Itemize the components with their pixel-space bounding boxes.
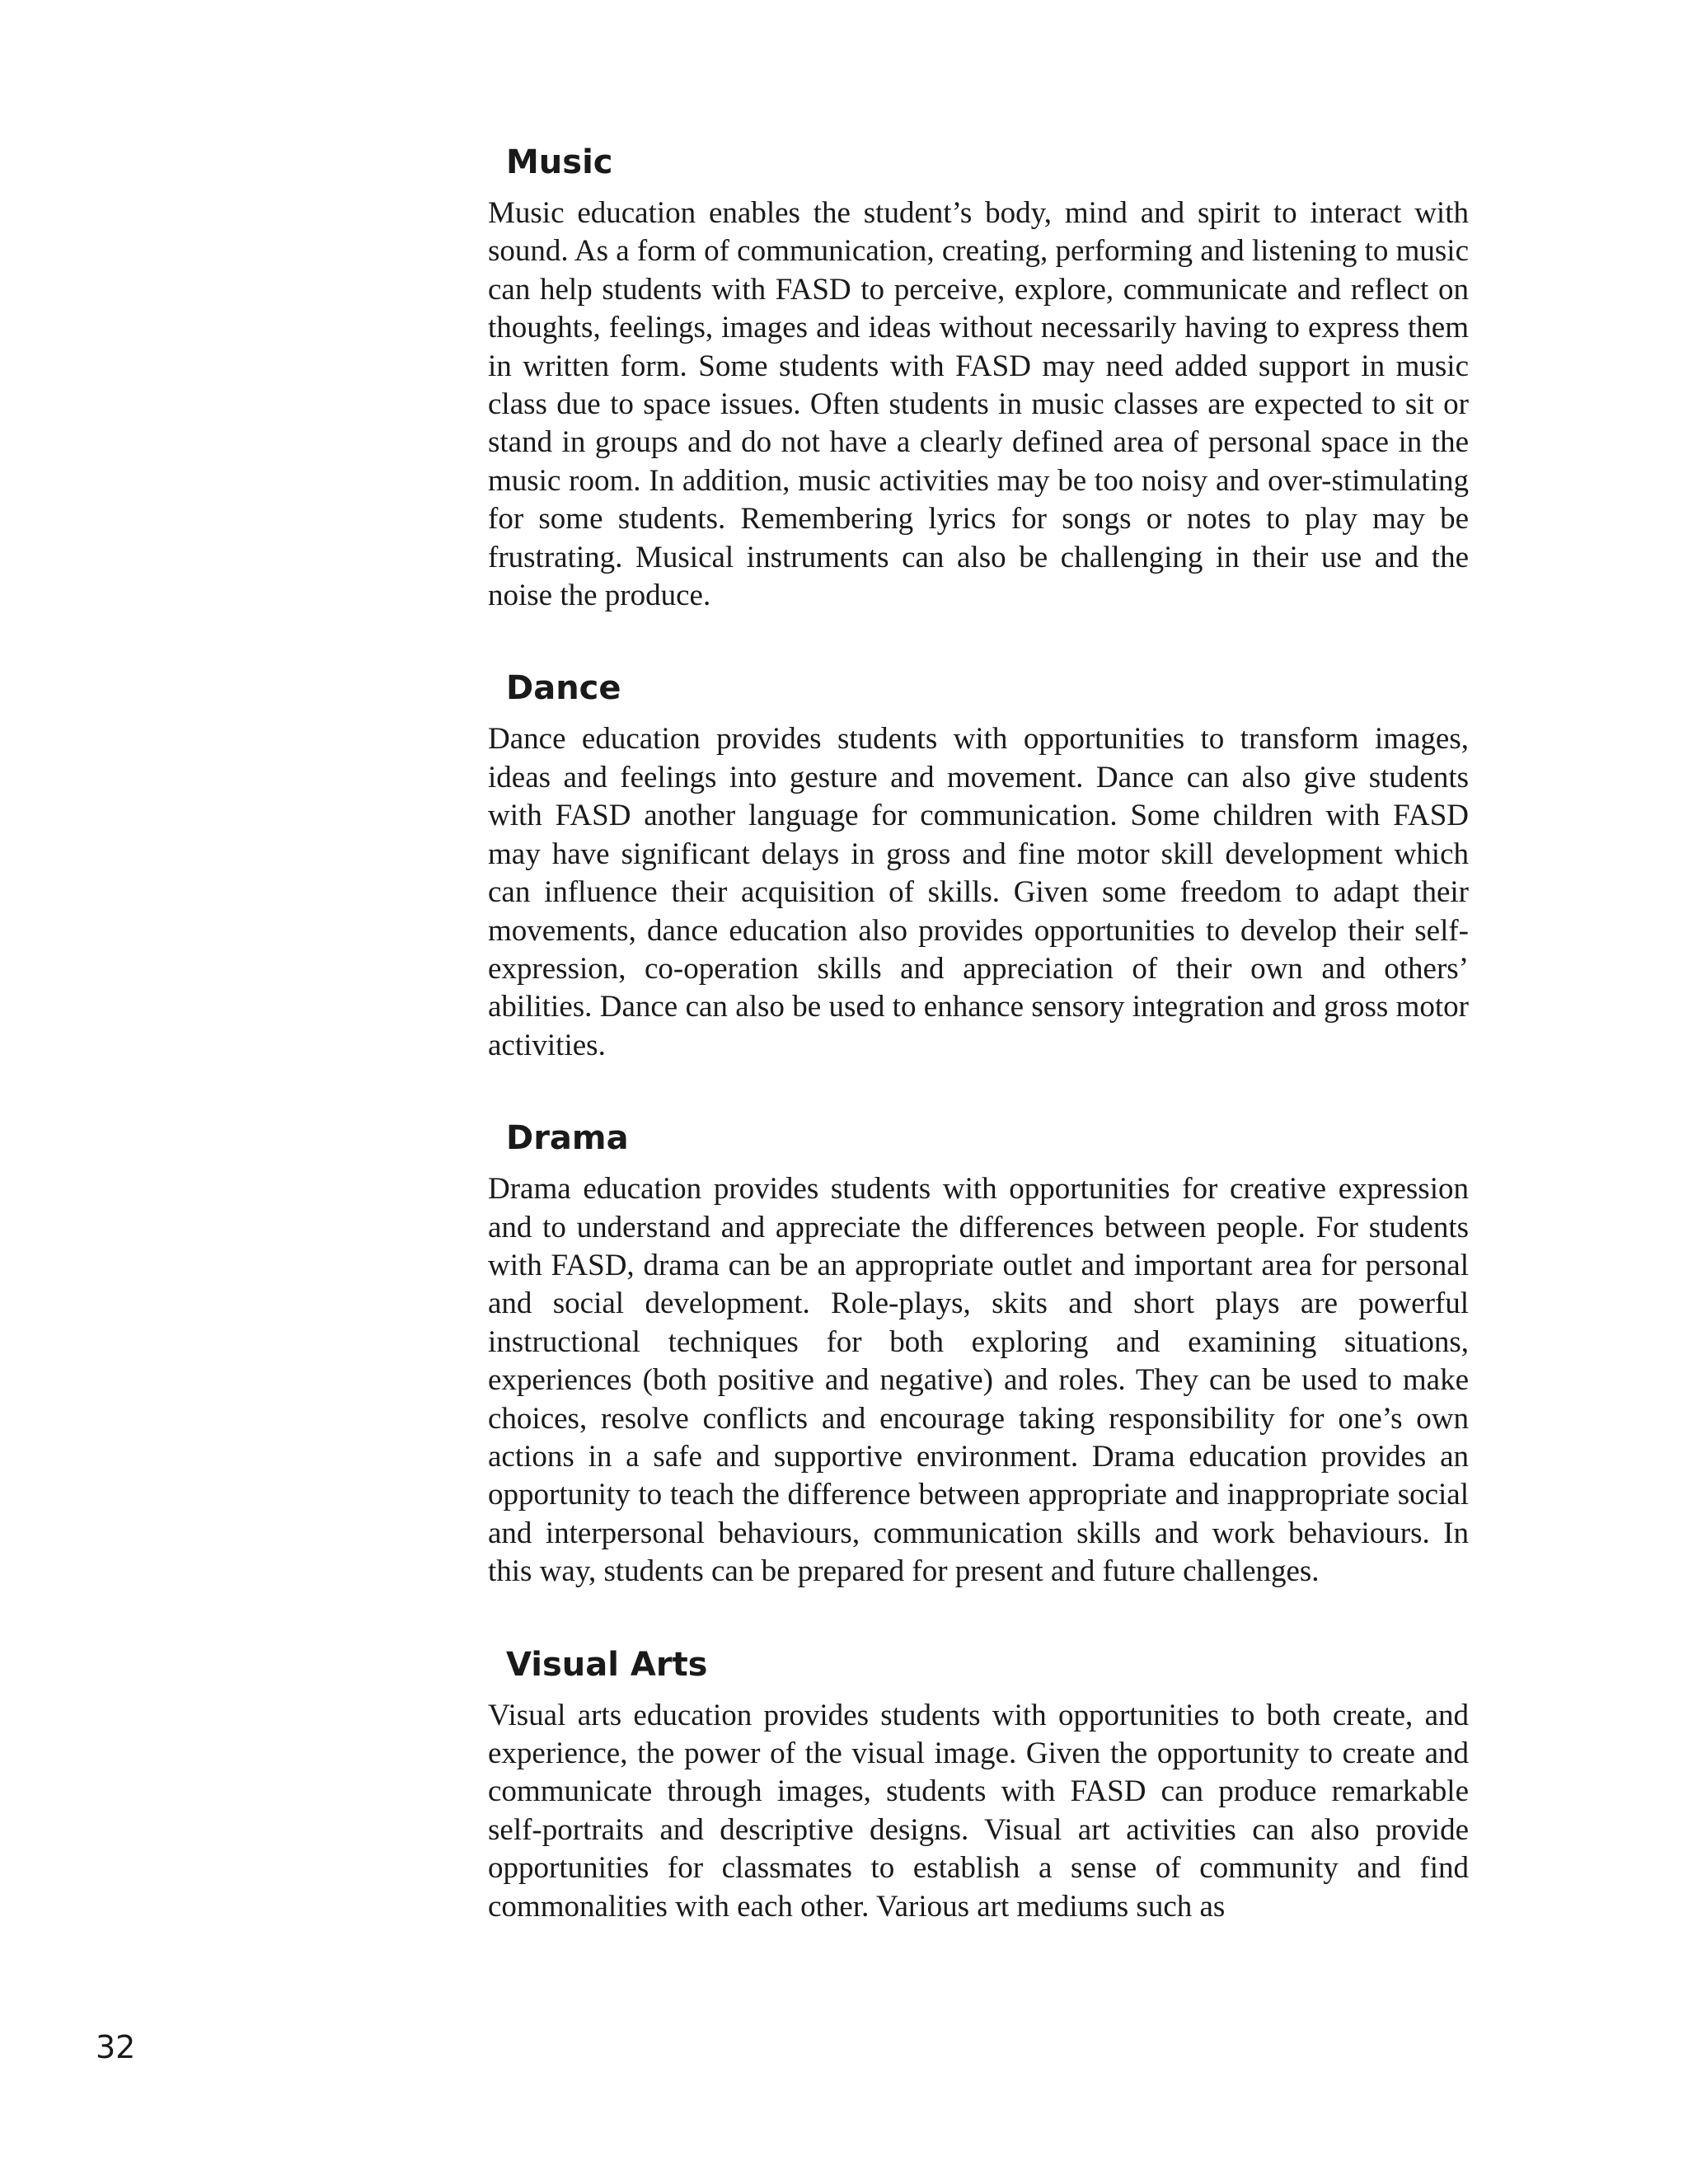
section-heading-drama: Drama <box>506 1119 629 1158</box>
section-drama <box>488 1116 1469 1591</box>
section-body-dance: Dance education provides students with opportunities to transform images, ideas and feelings into gesture and movement. Dance can also give students with FASD another language for communication. Some children with FASD may have significant delays in gross and fine motor skill development which can influence their acquisition of skills. Given some freedom to adapt their movements, dance education also provides opportunities to develop their self-expression, co-operation skills and appreciation of their own and others’ abilities. Dance can also be used to enhance sensory integration and gross motor activities. <box>488 722 1469 1062</box>
section-visual-arts <box>488 1643 1469 1926</box>
section-heading-visual-arts: Visual Arts <box>506 1645 708 1684</box>
section-body-drama: Drama education provides students with opportunities for creative expression and to understand and appreciate the differences between people. For students with FASD, drama can be an appropriate outlet and important area for personal and social development. Role-plays, skits and short plays are powerful instructional techniques for both exploring and examining situations, experiences (both positive and negative) and roles. They can be used to make choices, resolve conflicts and encourage taking responsibility for one’s own actions in a safe and supportive environment. Drama education provides an opportunity to teach the difference between appropriate and inappropriate social and interpersonal behaviours, communication skills and work behaviours. In this way, students can be prepared for present and future challenges. <box>488 1172 1469 1589</box>
section-dance <box>488 666 1469 1065</box>
page-content <box>488 140 1469 1977</box>
section-heading-dance: Dance <box>506 669 621 708</box>
section-body-visual-arts: Visual arts education provides students with opportunities to both create, and experience, the power of the visual image. Given the opportunity to create and communicate through images, students with FASD can produce remarkable self-portraits and descriptive designs. Visual art activities can also provide opportunities for classmates to establish a sense of community and find commonalities with each other. Various art mediums such as <box>488 1698 1469 1924</box>
page-number: 32 <box>96 2029 136 2065</box>
section-music <box>488 140 1469 615</box>
section-body-music: Music education enables the student’s body, mind and spirit to interact with sound. As a form of communication, creating, performing and listening to music can help students with FASD to perceive, explore, communicate and reflect on thoughts, feelings, images and ideas without necessarily having to express them in written form. Some students with FASD may need added support in music class due to space issues. Often students in music classes are expected to sit or stand in groups and do not have a clearly defined area of personal space in the music room. In addition, music activities may be too noisy and over-stimulating for some students. Remembering lyrics for songs or notes to play may be frustrating. Musical instruments can also be challenging in their use and the noise the produce. <box>488 196 1469 613</box>
section-heading-music: Music <box>506 143 613 181</box>
